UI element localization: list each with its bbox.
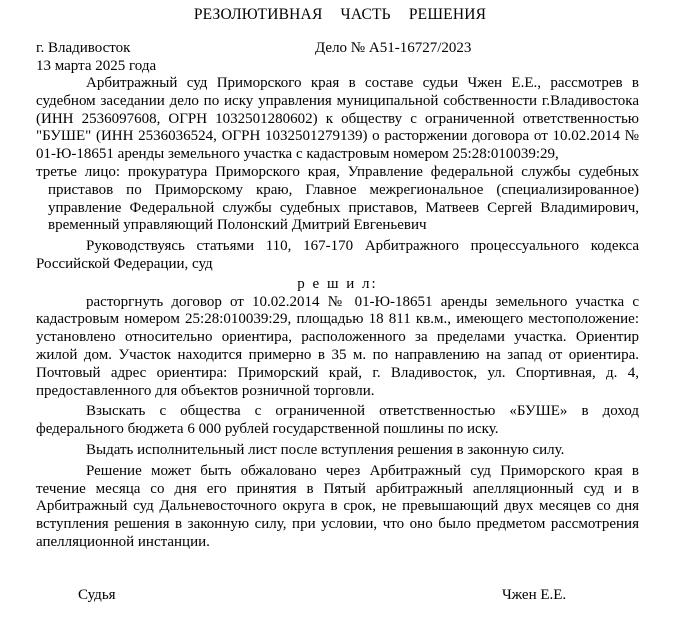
- paragraph-terminate: расторгнуть договор от 10.02.2014 № 01-Ю-18651 аренды земельного участка с кадастровым номером 25:28:010039:29, площадью 18 811 кв.м., имеющего местоположение: установлено относительно ориентира, расположенного за пределами участка. Ориентир жилой дом. Участок находится примерно в 35 м. по направлению на запад от ориентира. Почтовый адрес ориентира: Приморский край, г. Владивосток, ул. Спортивная, д. 4, предоставленного для объектов розничной торговли.: [36, 293, 639, 399]
- signature-role: Судья: [78, 587, 116, 603]
- paragraph-guided: Руководствуясь статьями 110, 167-170 Арбитражного процессуального кодекса Российской Федерации, суд: [36, 238, 639, 272]
- paragraph-third-parties: третье лицо: прокуратура Приморского края, Управление федеральной службы судебных приставов по Приморскому краю, Главное межрегиональное (специализированное) управление Федеральной службы судебных приставов, Матвеев Сергей Владимирович, временный управляющий Полонский Дмитрий Евгеньевич: [36, 163, 639, 234]
- document-header: [36, 40, 636, 58]
- case-number: Дело № А51-16727/2023: [315, 40, 472, 56]
- paragraph-intro: Арбитражный суд Приморского края в составе судьи Чжен Е.Е., рассмотрев в судебном заседании дело по иску управления муниципальной собственности г.Владивостока (ИНН 2536097608, ОГРН 1032501280602) к обществу с ограниченной ответственностью "БУШЕ" (ИНН 2536036524, ОГРН 1032501279139) о расторжении договора от 10.02.2014 № 01-Ю-18651 аренды земельного участка с кадастровым номером 25:28:010039:29,: [36, 75, 639, 163]
- decision-date: 13 марта 2025 года: [36, 58, 157, 74]
- paragraph-appeal: Решение может быть обжаловано через Арбитражный суд Приморского края в течение месяца со дня его принятия в Пятый арбитражный апелляционный суд и в Арбитражный суд Дальневосточного округа в срок, не превышающий двух месяцев со дня вступления решения в законную силу, при условии, что оно было предметом рассмотрения апелляционной инстанции.: [36, 462, 639, 550]
- document-body: [36, 75, 639, 552]
- signature-name: Чжен Е.Е.: [502, 587, 567, 603]
- paragraph-collect: Взыскать с общества с ограниченной ответственностью «БУШЕ» в доход федерального бюджета 6 000 рублей государственной пошлины по иску.: [36, 403, 639, 438]
- paragraph-resolved: р е ш и л:: [297, 275, 378, 292]
- city: г. Владивосток: [36, 40, 131, 56]
- document-title: РЕЗОЛЮТИВНАЯ ЧАСТЬ РЕШЕНИЯ: [193, 6, 487, 23]
- paragraph-writ: Выдать исполнительный лист после вступления решения в законную силу.: [86, 441, 565, 458]
